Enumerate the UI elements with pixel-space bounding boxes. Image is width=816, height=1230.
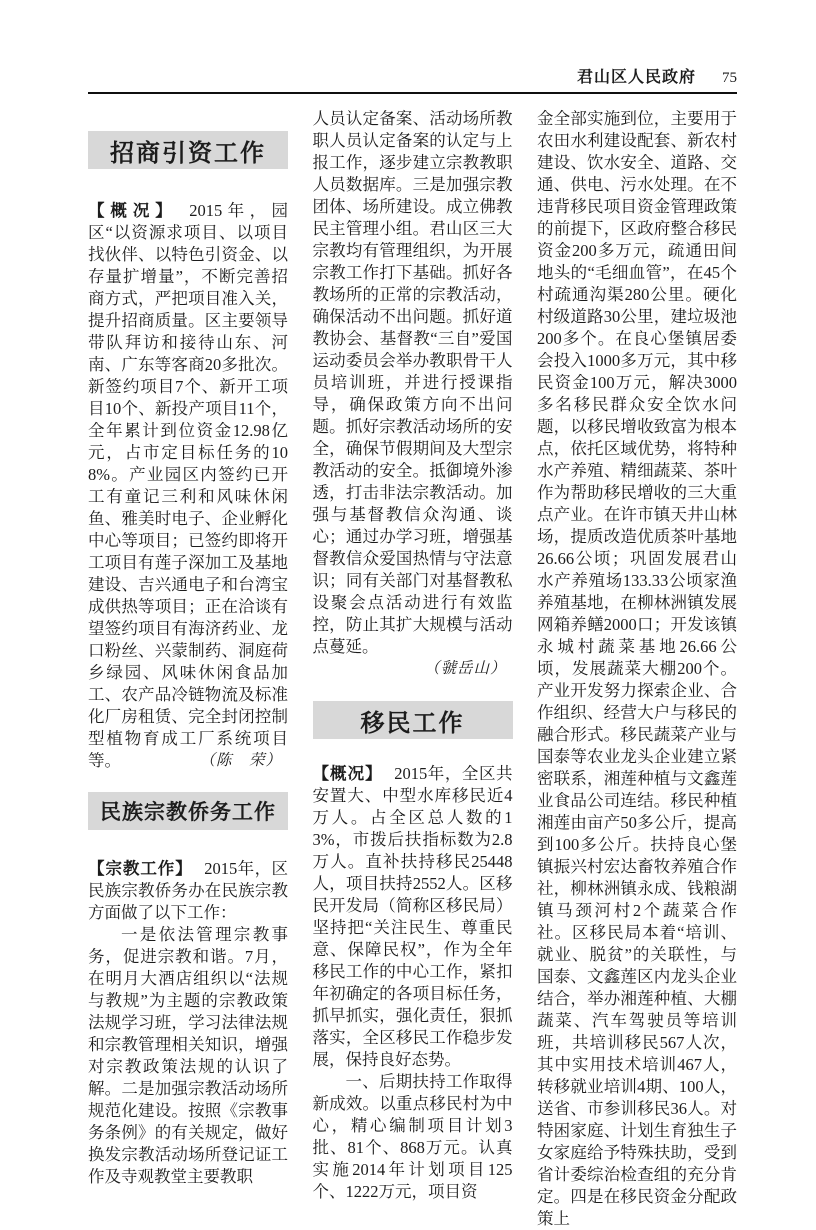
paragraph-text: 一、后期扶持工作取得新成效。以重点移民村为中心，精心编制项目计划3批、81个、868万元。认真实施2014年计划项目125个、1222万元，项目资 bbox=[312, 1072, 513, 1201]
text-columns bbox=[88, 108, 737, 1230]
paragraph-lead: 【概况】 bbox=[312, 765, 383, 783]
paragraph-investment-overview bbox=[88, 200, 288, 772]
section-header-migrant-work bbox=[313, 701, 513, 739]
section-title: 民族宗教侨务工作 bbox=[100, 800, 276, 824]
paragraph-text: 一是依法管理宗教事务，促进宗教和谐。7月，在明月大酒店组织以“法规与教规”为主题的宗教政策法规学习班，学习法律法规和宗教管理相关知识，增强对宗教政策法规的认识了解。二是加强宗教活动场所规范化建设。按照《宗教事务条例》的有关规定，做好换发宗教活动场所登记证工作及寺观教堂主要教职 bbox=[88, 925, 288, 1186]
paragraph-religious-work-intro bbox=[88, 858, 288, 924]
paragraph-migrant-overview bbox=[313, 763, 513, 1071]
running-head bbox=[88, 0, 737, 87]
column-2 bbox=[313, 108, 513, 1230]
paragraph-lead: 【宗教工作】 bbox=[88, 860, 193, 878]
paragraph-text: 金全部实施到位，主要用于农田水利建设配套、新农村建设、饮水安全、道路、交通、供电、污水处理。在不违背移民项目资金管理政策的前提下，区政府整合移民资金200多万元，疏通田间地头的“毛细血管”，在45个村疏通沟渠280公里。硬化村级道路30公里，建垃圾池200多个。在良心堡镇居委会投入1000多万元，其中移民资金100万元，解决3000多名移民群众安全饮水问题，以移民增收致富为根本点，依托区域优势，将特种水产养殖、精细蔬菜、茶叶作为帮助移民增收的三大重点产业。在许市镇天井山林场，提质改造优质茶叶基地26.66公顷；巩固发展君山水产养殖场133.33公顷家渔养殖基地，在柳林洲镇发展网箱养鳝2000口；开发该镇永城村蔬菜基地26.66公顷，发展蔬菜大棚200个。产业开发努力探索企业、合作组织、经营大户与移民的融合形式。移民蔬菜产业与国泰等农业龙头企业建立紧密联系，湘莲种植与文鑫莲业食品公司连结。移民种植湘莲由亩产50多公斤，提高到100多公斤。扶持良心堡镇振兴村宏达畜牧养殖合作社，柳林洲镇永成、钱粮湖镇马颈河村2个蔬菜合作社。区移民局本着“培训、就业、脱贫”的关联性，与国泰、文鑫莲区内龙头企业结合，举办湘莲种植、大棚蔬菜、汽车驾驶员等培训班，共培训移民567人次，其中实用技术培训467人，转移就业培训4期、100人，送省、市参训移民36人。对特困家庭、计划生育独生子女家庭给予特殊扶助，受到省计委综治检查组的充分肯定。四是在移民资金分配政策上 bbox=[537, 109, 737, 1228]
section-title: 移民工作 bbox=[360, 710, 465, 737]
column-1 bbox=[88, 108, 288, 1230]
running-head-title: 君山区人民政府 bbox=[576, 69, 696, 86]
yearbook-page bbox=[88, 0, 737, 1228]
paragraph-text: 人员认定备案、活动场所教职人员认定备案的认定与上报工作，逐步建立宗教教职人员数据库。三是加强宗教团体、场所建设。成立佛教民主管理小组。君山区三大宗教均有管理组织，为开展宗教工作打下基础。抓好各教场所的正常的宗教活动，确保活动不出问题。抓好道教协会、基督教“三自”爱国运动委员会举办教职骨干人员培训班，并进行授课指导，确保政策方向不出问题。抓好宗教活动场所的安全，确保节假期间及大型宗教活动的安全。抵御境外渗透，打击非法宗教活动。加强与基督教信众沟通、谈心；通过办学习班，增强基督教信众爱国热情与守法意识；同有关部门对基督教私设聚会点活动进行有效监控，防止其扩大规模与活动点蔓延。 bbox=[312, 109, 513, 656]
paragraph-religious-work-continued bbox=[313, 108, 513, 658]
paragraph-migrant-support-item1 bbox=[313, 1071, 513, 1203]
paragraph-text: 2015年，园区“以资源求项目、以项目找伙伴、以特色引资金、以存量扩增量”，不断完善招商方式，严把项目准入关，提升招商质量。区主要领导带队拜访和接待山东、河南、广东等客商20多批次。新签约项目7个、新开工项目10个、新投产项目11个，全年累计到位资金12.98亿元，占市定目标任务的108%。产业园区内签约已开工有童记三利和风味休闲鱼、雅美时电子、企业孵化中心等项目；已签约即将开工项目有莲子深加工及基地建设、吉兴通电子和台湾宝成供热等项目；正在洽谈有望签约项目有海济药业、龙口粉丝、兴蒙制药、洞庭荷乡绿园、风味休闲食品加工、农产品冷链物流及标准化厂房租赁、完全封闭控制型植物育成工厂系统项目等。 bbox=[88, 201, 288, 770]
paragraph-text: 2015年，区民族宗教侨务办在民族宗教方面做了以下工作： bbox=[88, 859, 288, 922]
paragraph-religious-work-item1 bbox=[88, 924, 288, 1188]
section-header-investment-promotion bbox=[88, 131, 288, 169]
byline-chen-rong: （陈 荣） bbox=[199, 752, 282, 769]
paragraph-text: 2015年，全区共安置大、中型水库移民近4万人。占全区总人数的13%，市拨后扶指标数为2.8万人。直补扶持移民25448人，项目扶持2552人。区移民开发局（简称区移民局）坚持把“关注民生、尊重民意、保障民权”，作为全年移民工作的中心工作，紧扣年初确定的各项目标任务，抓早抓实，强化责任，狠抓落实，全区移民工作稳步发展，保持良好态势。 bbox=[312, 764, 513, 1069]
header-rule bbox=[88, 92, 737, 94]
section-header-ethnic-religious-overseas bbox=[88, 792, 288, 830]
byline-guo-yueshan: （虢岳山） bbox=[423, 660, 507, 677]
page-number: 75 bbox=[722, 70, 737, 86]
paragraph-lead: 【概况】 bbox=[88, 202, 178, 220]
section-title: 招商引资工作 bbox=[110, 140, 266, 167]
column-3 bbox=[537, 108, 737, 1230]
paragraph-migrant-support-continued bbox=[537, 108, 737, 1230]
